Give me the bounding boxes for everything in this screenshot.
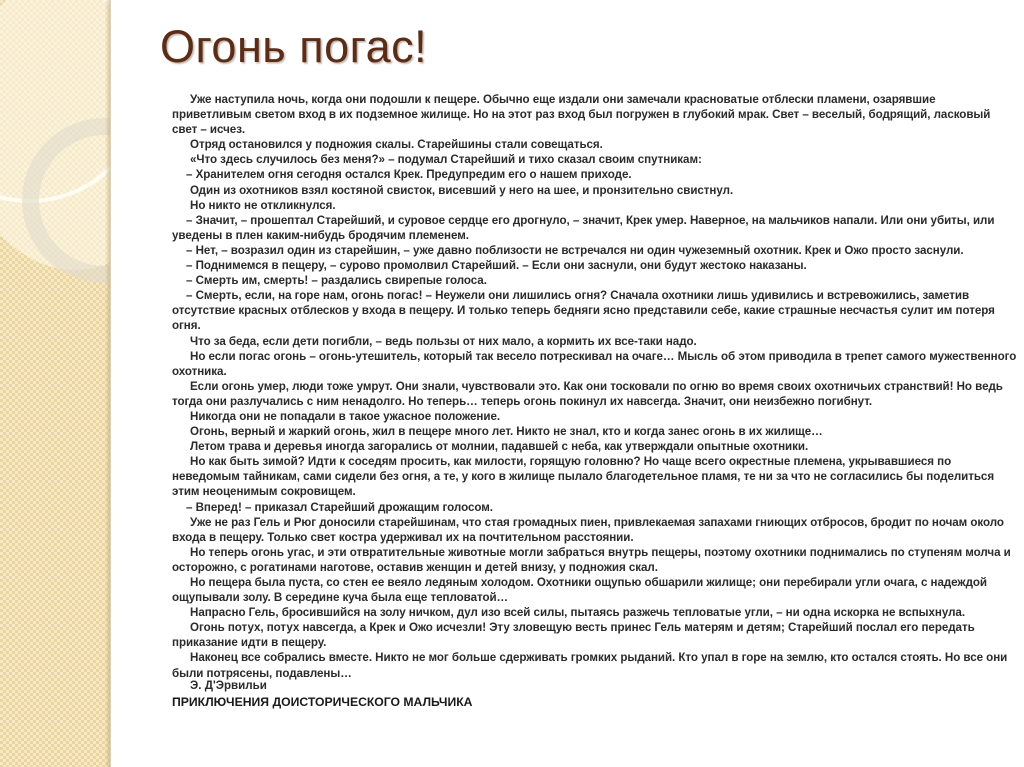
body-paragraph: – Поднимемся в пещеру, – сурово промолвил Старейший. – Если они заснули, они будут жестоко наказаны. (186, 259, 807, 273)
body-text-block (172, 92, 1017, 681)
body-paragraph: Никогда они не попадали в такое ужасное положение. (190, 409, 501, 423)
body-paragraph: – Смерть им, смерть! – раздались свирепые голоса. (186, 274, 487, 288)
body-paragraph: Один из охотников взял костяной свисток, висевший у него на шее, и пронзительно свистнул. (190, 183, 734, 197)
body-paragraph: «Что здесь случилось без меня?» – подумал Старейший и тихо сказал своим спутникам: (190, 153, 702, 167)
body-paragraph: Но если погас огонь – огонь-утешитель, который так весело потрескивал на очаге… Мысль об этом приводила в трепет самого мужественного охотника. (172, 349, 1017, 378)
body-paragraph: Но никто не откликнулся. (190, 198, 336, 212)
body-paragraph: – Смерть, если, на горе нам, огонь погас! – Неужели они лишились огня? Сначала охотники лишь удивились и встревожились, заметив отсутствие красных отблесков у входа в пещеру. И только теперь бедняги ясно представили себе, какие страшные несчастья сулит им потеря огня. (172, 289, 995, 333)
decorative-left-band (0, 0, 110, 767)
credit-work-title: ПРИКЛЮЧЕНИЯ ДОИСТОРИЧЕСКОГО МАЛЬЧИКА (172, 694, 473, 709)
body-paragraph: Огонь, верный и жаркий огонь, жил в пещере много лет. Никто не знал, кто и когда занес огонь в их жилище… (190, 425, 823, 439)
body-paragraph: – Хранителем огня сегодня остался Крек. Предупредим его о нашем приходе. (186, 168, 632, 182)
body-paragraph: Но пещера была пуста, со стен ее веяло ледяным холодом. Охотники ощупью обшарили жилище; они перебирали угли очага, с надеждой ощупывали золу. В середине куча была еще тепловатой… (172, 576, 988, 605)
body-paragraph: Но как быть зимой? Идти к соседям просить, как милости, горящую головню? Но чаще всего окрестные племена, укрывавшиеся по неведомым тайникам, сами сидели без огня, а те, у кого в жилище пылало благодетельное пламя, те ни за что не согласились бы поделиться этим неоценимым сокровищем. (172, 455, 995, 499)
body-paragraph: Отряд остановился у подножия скалы. Старейшины стали совещаться. (190, 138, 603, 152)
credit-block (172, 678, 1017, 710)
body-paragraph: Уже не раз Гель и Рюг доносили старейшинам, что стая громадных пиен, привлекаемая запахами гниющих отбросов, бродит по ночам около входа в пещеру. Только свет костра удерживал их на почтительном расстоянии. (172, 515, 1004, 544)
body-paragraph: Что за беда, если дети погибли, – ведь пользы от них мало, а кормить их все-таки надо. (190, 334, 697, 348)
body-paragraph: – Нет, – возразил один из старейшин, – уже давно поблизости не встречался ни один чужеземный охотник. Крек и Ожо просто заснули. (186, 243, 964, 257)
credit-author: Э. Д'Эрвильи (190, 679, 267, 692)
band-edge-line (110, 0, 111, 767)
body-paragraph: Напрасно Гель, бросившийся на золу ничком, дул изо всей силы, пытаясь разжечь тепловатые угли, – ни одна искорка не вспыхнула. (190, 606, 966, 620)
page-title: Огонь погас! (160, 21, 428, 72)
body-paragraph: – Значит, – прошептал Старейший, и суровое сердце его дрогнуло, – значит, Крек умер. Наверное, на мальчиков напали. Или они убиты, или уведены в плен каким-нибудь бродячим племенем. (172, 213, 995, 242)
body-paragraph: Летом трава и деревья иногда загорались от молнии, падавшей с неба, как утверждали опытные охотники. (190, 440, 809, 454)
body-paragraph: Но теперь огонь угас, и эти отвратительные животные могли забраться внутрь пещеры, поэтому охотники поднимались по ступеням молча и осторожно, с рогатинами наготове, оставив женщин и детей внизу, у подножия скал. (172, 545, 1011, 574)
body-paragraph: – Вперед! – приказал Старейший дрожащим голосом. (186, 500, 493, 514)
body-paragraph: Если огонь умер, люди тоже умрут. Они знали, чувствовали это. Как они тосковали по огню во время своих охотничьих странствий! Но ведь тогда они разлучались с ним ненадолго. Но теперь… теперь огонь покинул их навсегда. Значит, они неизбежно погибнут. (172, 379, 1003, 408)
body-paragraph: Наконец все собрались вместе. Никто не мог больше сдерживать громких рыданий. Кто упал в горе на землю, кто остался стоять. Но все они были потрясены, подавлены… (172, 651, 1008, 680)
body-paragraph: Огонь потух, потух навсегда, а Крек и Ожо исчезли! Эту зловещую весть принес Гель матерям и детям; Старейший послал его передать приказание идти в пещеру. (172, 621, 975, 650)
body-paragraph: Уже наступила ночь, когда они подошли к пещере. Обычно еще издали они замечали красноватые отблески пламени, озарявшие приветливым светом вход в их подземное жилище. Но на этот раз вход был погружен в глубокий мрак. Свет – веселый, бодрящий, ласковый свет – исчез. (172, 93, 991, 137)
